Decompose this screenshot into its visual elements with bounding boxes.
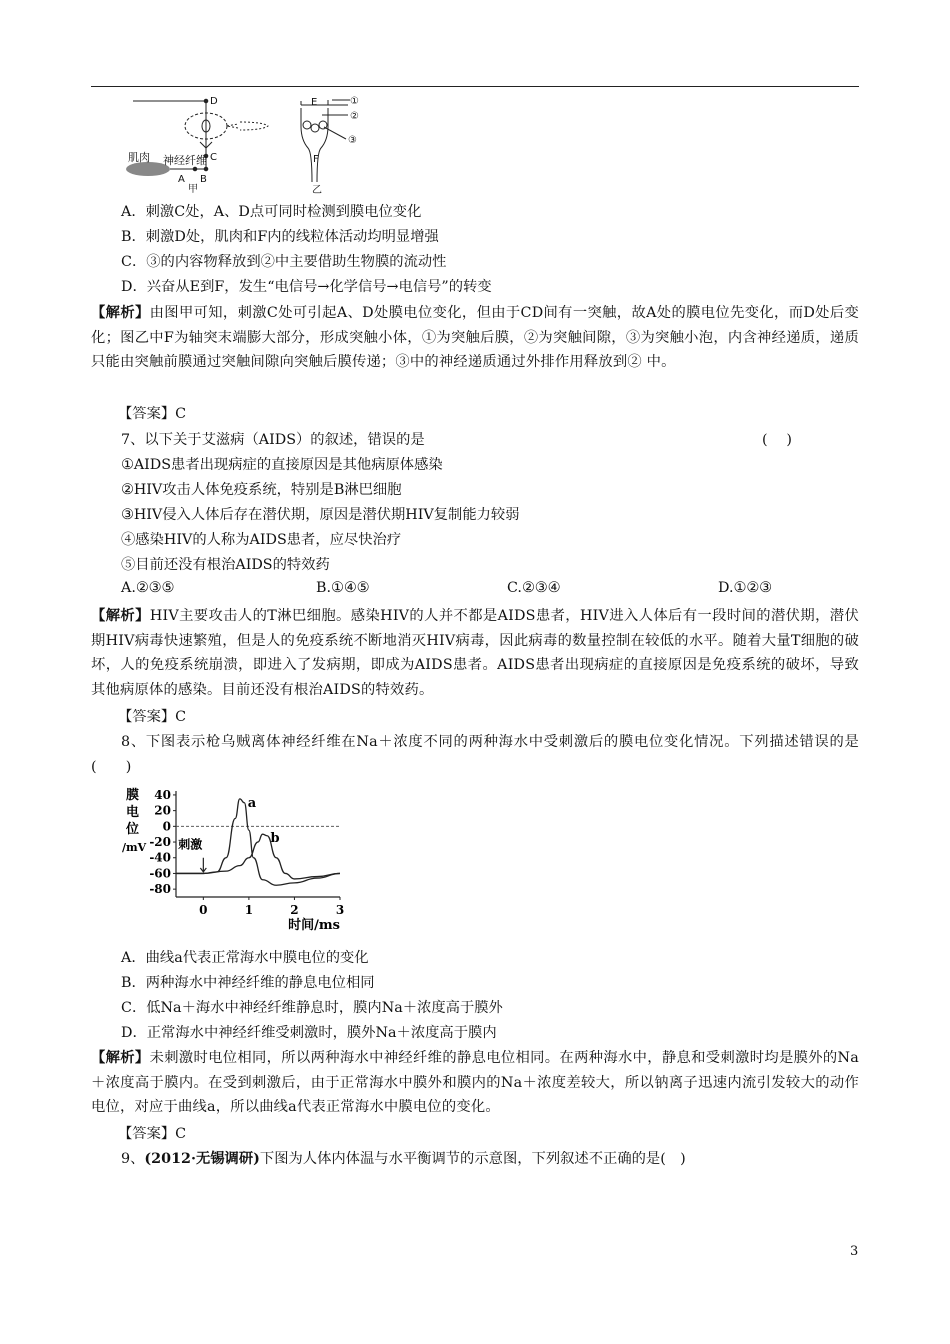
q6-option-b: B．刺激D处，肌肉和F内的线粒体活动均明显增强 <box>121 229 439 245</box>
x-tick-label: 0 <box>199 903 208 917</box>
q7-stem: 7、以下关于艾滋病（AIDS）的叙述，错误的是 <box>121 432 425 448</box>
q7-item-3: ③HIV侵入人体后存在潜伏期，原因是潜伏期HIV复制能力较弱 <box>121 507 520 523</box>
label-E: E <box>311 97 318 108</box>
q7-analysis <box>91 604 859 702</box>
y-tick-label: 20 <box>154 803 171 818</box>
q7-item-4: ④感染HIV的人称为AIDS患者，应尽快治疗 <box>121 532 402 548</box>
q9-stem <box>121 1147 686 1171</box>
label-B: B <box>200 174 207 185</box>
q7-answer: 【答案】C <box>118 709 187 725</box>
label-circle-1: ① <box>350 96 359 107</box>
q7-item-5: ⑤目前还没有根治AIDS的特效药 <box>121 557 330 573</box>
y-axis-label: 膜电位/mV <box>122 788 147 854</box>
stimulus-arrow <box>200 858 206 872</box>
label-circle-2: ② <box>350 111 359 122</box>
x-tick-label: 3 <box>335 903 345 917</box>
q7-option-b: B.①④⑤ <box>316 580 370 596</box>
q6-analysis <box>91 301 859 375</box>
q7-option-a: A.②③⑤ <box>121 580 175 596</box>
q6-option-d: D．兴奋从E到F，发生“电信号→化学信号→电信号”的转变 <box>121 279 492 295</box>
q9-number: 9、 <box>121 1151 145 1167</box>
q8-analysis-tag: 【解析】 <box>91 1050 150 1066</box>
q7-analysis-tag: 【解析】 <box>91 608 150 624</box>
q8-answer: 【答案】C <box>118 1126 187 1142</box>
label-muscle: 肌肉 <box>128 151 150 164</box>
label-jia: 甲 <box>188 184 198 195</box>
q7-analysis-text: HIV主要攻击人的T淋巴细胞。感染HIV的人并不都是AIDS患者，HIV进入人体后有一段时间的潜伏期，潜伏期HIV病毒快速繁殖，但是人的免疫系统不断地消灭HIV病毒，因此病毒的数量控制在较低的水平。随着大量T细胞的破坏，人的免疫系统崩溃，即进入了发病期，即成为AIDS患者。AIDS患者出现病症的直接原因是免疫系统的破坏，导致其他病原体的感染。目前还没有根治AIDS的特效药。 <box>91 608 859 698</box>
y-tick-label: -20 <box>149 835 171 850</box>
q8-option-b: B．两种海水中神经纤维的静息电位相同 <box>121 975 375 991</box>
q6-analysis-tag: 【解析】 <box>91 305 150 321</box>
y-tick-label: -80 <box>149 882 171 897</box>
y-tick-label: 40 <box>154 787 171 802</box>
series-label-b: b <box>270 831 280 847</box>
y-tick-label: -40 <box>149 850 171 865</box>
q7-options <box>121 580 861 604</box>
q7-option-c: C.②③④ <box>507 580 561 596</box>
q7-bracket: ( ) <box>762 432 792 448</box>
label-circle-3: ③ <box>348 135 357 146</box>
q9-text: 下图为人体内体温与水平衡调节的示意图，下列叙述不正确的是( ) <box>259 1151 686 1167</box>
neuron-synapse-figure <box>118 92 368 195</box>
q8-option-d: D．正常海水中神经纤维受刺激时，膜外Na＋浓度高于膜内 <box>121 1025 497 1041</box>
label-C: C <box>210 152 217 163</box>
q8-analysis-text: 未刺激时电位相同，所以两种海水中神经纤维的静息电位相同。在两种海水中，静息和受刺激时均是膜外的Na＋浓度高于膜内。在受到刺激后，由于正常海水中膜外和膜内的Na＋浓度差较大，所以钠离子迅速内流引发较大的动作电位，对应于曲线a，所以曲线a代表正常海水中膜电位的变化。 <box>91 1050 859 1115</box>
header-rule <box>91 86 859 87</box>
q6-answer: 【答案】C <box>118 406 187 422</box>
label-yi: 乙 <box>312 185 322 195</box>
stimulus-label: 刺激 <box>178 837 203 852</box>
membrane-potential-chart <box>118 785 350 945</box>
q7-item-1: ①AIDS患者出现病症的直接原因是其他病原体感染 <box>121 457 443 473</box>
chart-axes <box>122 787 344 933</box>
q7-item-2: ②HIV攻击人体免疫系统，特别是B淋巴细胞 <box>121 482 402 498</box>
q6-option-c: C．③的内容物释放到②中主要借助生物膜的流动性 <box>121 254 447 270</box>
series-label-a: a <box>247 795 257 811</box>
x-axis-label: 时间/ms <box>288 918 340 933</box>
label-D: D <box>210 96 218 107</box>
page-number: 3 <box>850 1244 859 1259</box>
y-tick-label: 0 <box>162 819 171 834</box>
q8-option-a: A．曲线a代表正常海水中膜电位的变化 <box>121 950 369 966</box>
y-tick-label: -60 <box>149 866 171 881</box>
q9-source: (2012·无锡调研) <box>144 1151 260 1167</box>
q8-analysis <box>91 1046 859 1120</box>
label-F: F <box>313 154 319 165</box>
q6-option-a: A．刺激C处，A、D点可同时检测到膜电位变化 <box>121 204 422 220</box>
label-A: A <box>178 174 185 185</box>
q8-stem: 8、下图表示枪乌贼离体神经纤维在Na＋浓度不同的两种海水中受刺激后的膜电位变化情况。下列描述错误的是( ) <box>91 734 859 775</box>
x-tick-label: 1 <box>244 903 254 917</box>
q6-analysis-text: 由图甲可知，刺激C处可引起A、D处膜电位变化，但由于CD间有一突触，故A处的膜电位先变化，而D处后变化；图乙中F为轴突末端膨大部分，形成突触小体，①为突触后膜，②为突触间隙，③为突触小泡，内含神经递质，递质只能由突触前膜通过突触间隙向突触后膜传递；③中的神经递质通过外排作用释放到② 中。 <box>91 305 859 370</box>
label-nerve-fiber: 神经纤维 <box>163 154 207 167</box>
q7-option-d: D.①②③ <box>718 580 772 596</box>
x-tick-label: 2 <box>290 903 299 917</box>
q8-option-c: C．低Na＋海水中神经纤维静息时，膜内Na＋浓度高于膜外 <box>121 1000 503 1016</box>
